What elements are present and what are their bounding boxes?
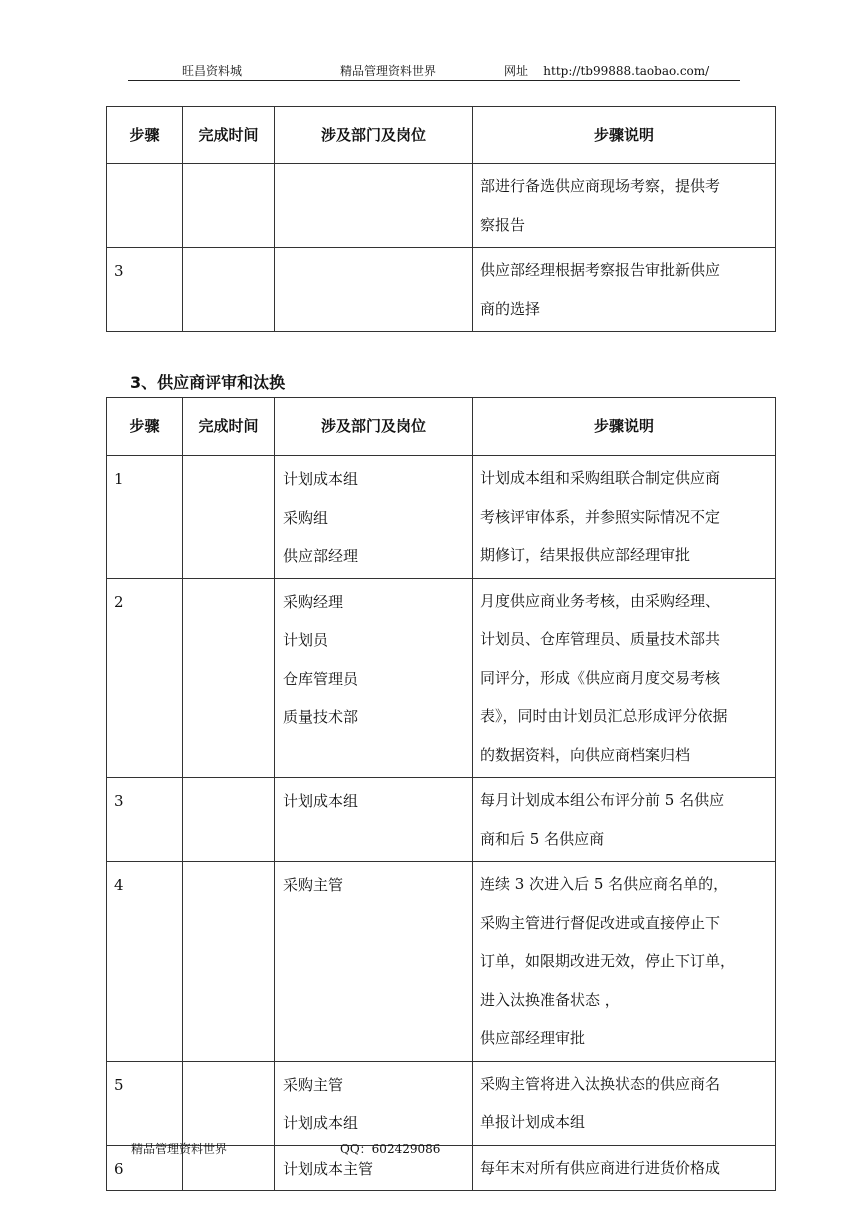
dept-cell [275,456,473,579]
desc-line: 采购主管将进入汰换状态的供应商名 [480,1074,721,1093]
desc-line: 计划成本组和采购组联合制定供应商 [480,469,721,487]
desc-cell [473,778,776,862]
desc-cell [473,456,776,579]
step-cell: 2 [107,578,183,778]
desc-cell [473,862,776,1062]
header-url-label: 网址 [504,64,529,78]
col-desc-header: 步骤说明 [473,398,776,456]
dept-line: 采购主管 [283,1075,344,1094]
step-cell: 4 [107,862,183,1062]
dept-line: 计划员 [283,631,329,649]
table-header-row [107,398,776,456]
desc-line: 每年末对所有供应商进行进货价格成 [480,1158,721,1177]
col-dept-header: 涉及部门及岗位 [275,107,473,164]
table-header-row [107,107,776,164]
section-title: 3、供应商评审和汰换 [130,373,286,392]
table-row [107,1061,776,1145]
step-cell: 1 [107,456,183,579]
table-row [107,778,776,862]
desc-line: 单报计划成本组 [480,1113,586,1131]
desc-line: 供应部经理根据考察报告审批新供应 [480,261,721,279]
footer-site-name: 精品管理资料世界 [131,1142,228,1156]
desc-cell [473,1145,776,1191]
dept-line: 计划成本组 [283,1114,359,1132]
desc-line: 商和后 5 名供应商 [480,829,605,848]
dept-line: 采购主管 [283,876,344,894]
col-dept-header: 涉及部门及岗位 [275,398,473,456]
table-row [107,862,776,1062]
desc-line: 计划员、仓库管理员、质量技术部共 [480,630,721,648]
dept-cell [275,578,473,778]
step-cell: 6 [107,1145,183,1191]
dept-cell [275,248,473,332]
desc-line: 连续 3 次进入后 5 名供应商名单的， [480,875,729,893]
desc-cell [473,1061,776,1145]
table-row [107,456,776,579]
page-header [128,62,740,81]
desc-cell [473,248,776,332]
desc-line: 进入汰换准备状态 ， [480,990,620,1009]
step-cell: 3 [107,248,183,332]
step-cell [107,164,183,248]
desc-line: 订单，如限期改进无效，停止下订单， [480,952,736,970]
header-shop-name: 旺昌资料城 [182,64,243,78]
header-site-name: 精品管理资料世界 [340,64,437,78]
step-cell: 5 [107,1061,183,1145]
desc-line: 商的选择 [480,299,541,318]
step-cell: 3 [107,778,183,862]
header-url [504,62,709,80]
steps-table-continued [106,106,776,332]
col-step-header: 步骤 [107,398,183,456]
dept-line: 供应部经理 [283,547,359,565]
time-cell [183,456,275,579]
dept-cell [275,862,473,1062]
desc-line: 部进行备选供应商现场考察，提供考 [480,177,721,195]
table-row [107,164,776,248]
desc-line: 察报告 [480,215,526,234]
desc-line: 供应部经理审批 [480,1029,586,1047]
table-row [107,248,776,332]
desc-line: 考核评审体系，并参照实际情况不定 [480,507,721,526]
col-desc-header: 步骤说明 [473,107,776,164]
time-cell [183,778,275,862]
desc-cell [473,164,776,248]
dept-cell [275,164,473,248]
dept-line: 计划成本组 [283,792,359,810]
table-row [107,578,776,778]
desc-line: 每月计划成本组公布评分前 5 名供应 [480,791,725,809]
dept-line: 计划成本组 [283,470,359,488]
time-cell [183,862,275,1062]
time-cell [183,248,275,332]
dept-line: 仓库管理员 [283,669,359,688]
time-cell [183,1061,275,1145]
dept-cell [275,778,473,862]
desc-line: 同评分，形成《供应商月度交易考核 [480,668,721,687]
desc-line: 期修订，结果报供应部经理审批 [480,546,691,564]
col-step-header: 步骤 [107,107,183,164]
col-time-header: 完成时间 [183,398,275,456]
dept-line: 采购经理 [283,592,344,611]
desc-line: 的数据资料，向供应商档案归档 [480,745,691,764]
dept-cell [275,1061,473,1145]
dept-line: 计划成本主管 [283,1159,374,1178]
time-cell [183,578,275,778]
footer-qq: QQ：602429086 [340,1142,441,1156]
header-url-link[interactable]: http://tb99888.taobao.com/ [543,64,710,78]
dept-line: 质量技术部 [283,708,359,726]
dept-line: 采购组 [283,508,329,527]
time-cell [183,164,275,248]
desc-cell [473,578,776,778]
col-time-header: 完成时间 [183,107,275,164]
supplier-review-table [106,397,776,1191]
desc-line: 采购主管进行督促改进或直接停止下 [480,913,721,932]
desc-line: 月度供应商业务考核，由采购经理、 [480,591,721,610]
desc-line: 表》，同时由计划员汇总形成评分依据 [480,707,728,725]
